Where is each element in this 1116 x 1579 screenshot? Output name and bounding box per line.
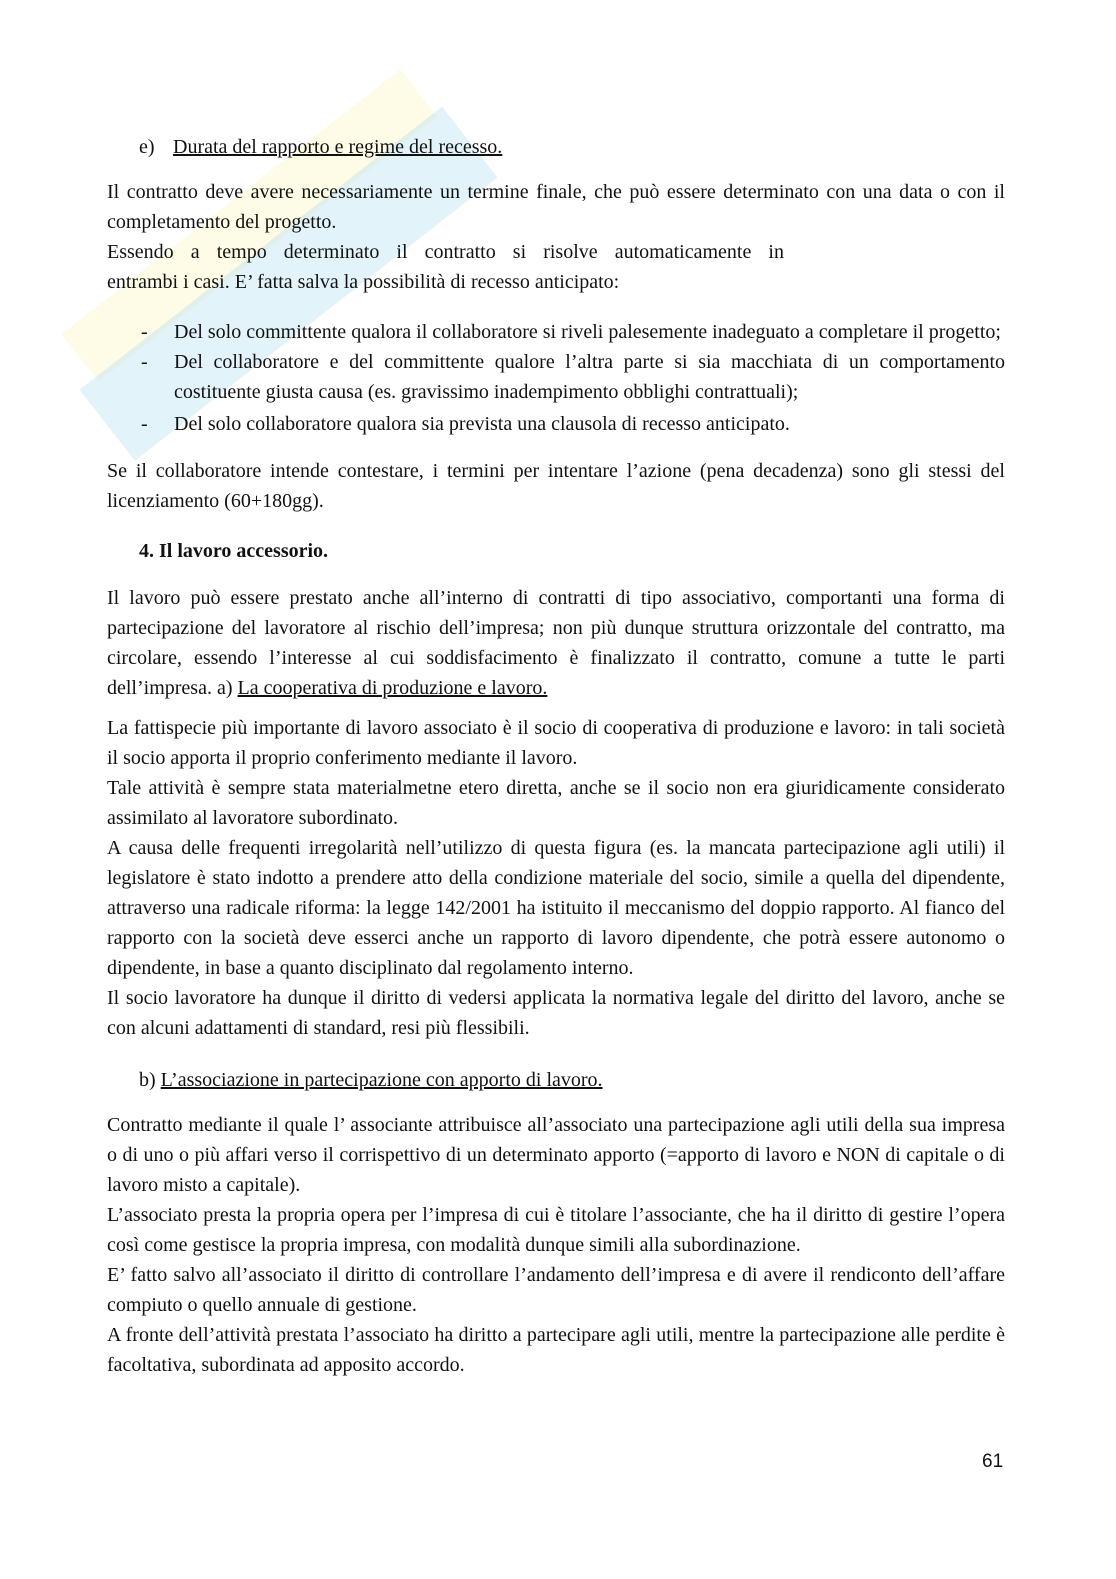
paragraph-associazione-1: Contratto mediante il quale l’ associante attribuisce all’associato una partecipazione agli utili della sua impresa o di uno o più affari verso il corrispettivo di un determinato apporto (=apporto di lavoro e NON di capitale o di lavoro misto a capitale). (107, 1114, 1005, 1196)
section-4-heading: 4. Il lavoro accessorio. (139, 540, 329, 562)
paragraph-cooperativa-1: La fattispecie più importante di lavoro associato è il socio di cooperativa di produzione e lavoro: in tali società il socio apporta il proprio conferimento mediante il lavoro. (107, 717, 1005, 769)
subsection-a-title: La cooperativa di produzione e lavoro. (237, 677, 548, 699)
paragraph-contestazione: Se il collaboratore intende contestare, i termini per intentare l’azione (pena decadenza) sono gli stessi del licenziamento (60+180gg). (107, 460, 1005, 512)
paragraph-tempo-determinato-line1: Essendo a tempo determinato il contratto si risolve automaticamente in (107, 241, 784, 263)
list-bullet-dash: - (141, 351, 148, 373)
paragraph-associazione-4: A fronte dell’attività prestata l’associato ha diritto a partecipare agli utili, mentre la partecipazione alle perdite è facoltativa, subordinata ad apposito accordo. (107, 1324, 1005, 1376)
page-content (107, 128, 1005, 1380)
section-e-label: e) (139, 136, 155, 158)
list-item (107, 317, 1005, 347)
section-b-label: b) (139, 1069, 156, 1091)
paragraph-termine-finale: Il contratto deve avere necessariamente un termine finale, che può essere determinato con una data o con il completamento del progetto. (107, 181, 1005, 233)
list-item-text: Del solo collaboratore qualora sia prevista una clausola di recesso anticipato. (174, 413, 790, 435)
paragraph-lavoro-associativo (107, 583, 1005, 703)
list-item (107, 347, 1005, 407)
list-item (107, 409, 1005, 439)
list-bullet-dash: - (141, 413, 148, 435)
paragraph-cooperativa-4: Il socio lavoratore ha dunque il diritto di vedersi applicata la normativa legale del diritto del lavoro, anche se con alcuni adattamenti di standard, resi più flessibili. (107, 987, 1005, 1039)
page-number: 61 (982, 1451, 1004, 1472)
list-item-text: Del solo committente qualora il collaboratore si riveli palesemente inadeguato a completare il progetto; (174, 321, 1001, 343)
paragraph-tempo-determinato-line2: entrambi i casi. E’ fatta salva la possibilità di recesso anticipato: (107, 271, 620, 293)
paragraph-lavoro-associativo-text: Il lavoro può essere prestato anche all’interno di contratti di tipo associativo, comportanti una forma di partecipazione del lavoratore al rischio dell’impresa; non più dunque struttura orizzontale del contratto, ma circolare, essendo l’interesse al cui soddisfacimento è finalizzato il contratto, comune a tutte le parti dell’impresa. a) (107, 587, 1005, 699)
paragraph-associazione-2: L’associato presta la propria opera per l’impresa di cui è titolare l’associante, che ha il diritto di gestire l’opera così come gestisce la propria impresa, con modalità dunque simili alla subordinazione. (107, 1204, 1005, 1256)
list-bullet-dash: - (141, 321, 148, 343)
section-b-heading (139, 1065, 1005, 1095)
section-b-title: L’associazione in partecipazione con apporto di lavoro. (160, 1069, 603, 1091)
paragraph-associazione-3: E’ fatto salvo all’associato il diritto di controllare l’andamento dell’impresa e di avere il rendiconto dell’affare compiuto o quello annuale di gestione. (107, 1264, 1005, 1316)
section-e-title: Durata del rapporto e regime del recesso. (173, 136, 503, 158)
paragraph-cooperativa-3: A causa delle frequenti irregolarità nell’utilizzo di questa figura (es. la mancata partecipazione agli utili) il legislatore è stato indotto a prendere atto della condizione materiale del socio, simile a quella del dipendente, attraverso una radicale riforma: la legge 142/2001 ha istituito il meccanismo del doppio rapporto. Al fianco del rapporto con la società deve esserci anche un rapporto di lavoro dipendente, che potrà essere autonomo o dipendente, in base a quanto disciplinato dal regolamento interno. (107, 837, 1005, 979)
paragraph-cooperativa-2: Tale attività è sempre stata materialmetne etero diretta, anche se il socio non era giuridicamente considerato assimilato al lavoratore subordinato. (107, 777, 1005, 829)
recesso-list (107, 317, 1005, 439)
list-item-text: Del collaboratore e del committente qualore l’altra parte si sia macchiata di un comportamento costituente giusta causa (es. gravissimo inadempimento obblighi contrattuali); (174, 351, 1005, 403)
section-e-heading (139, 132, 1005, 162)
